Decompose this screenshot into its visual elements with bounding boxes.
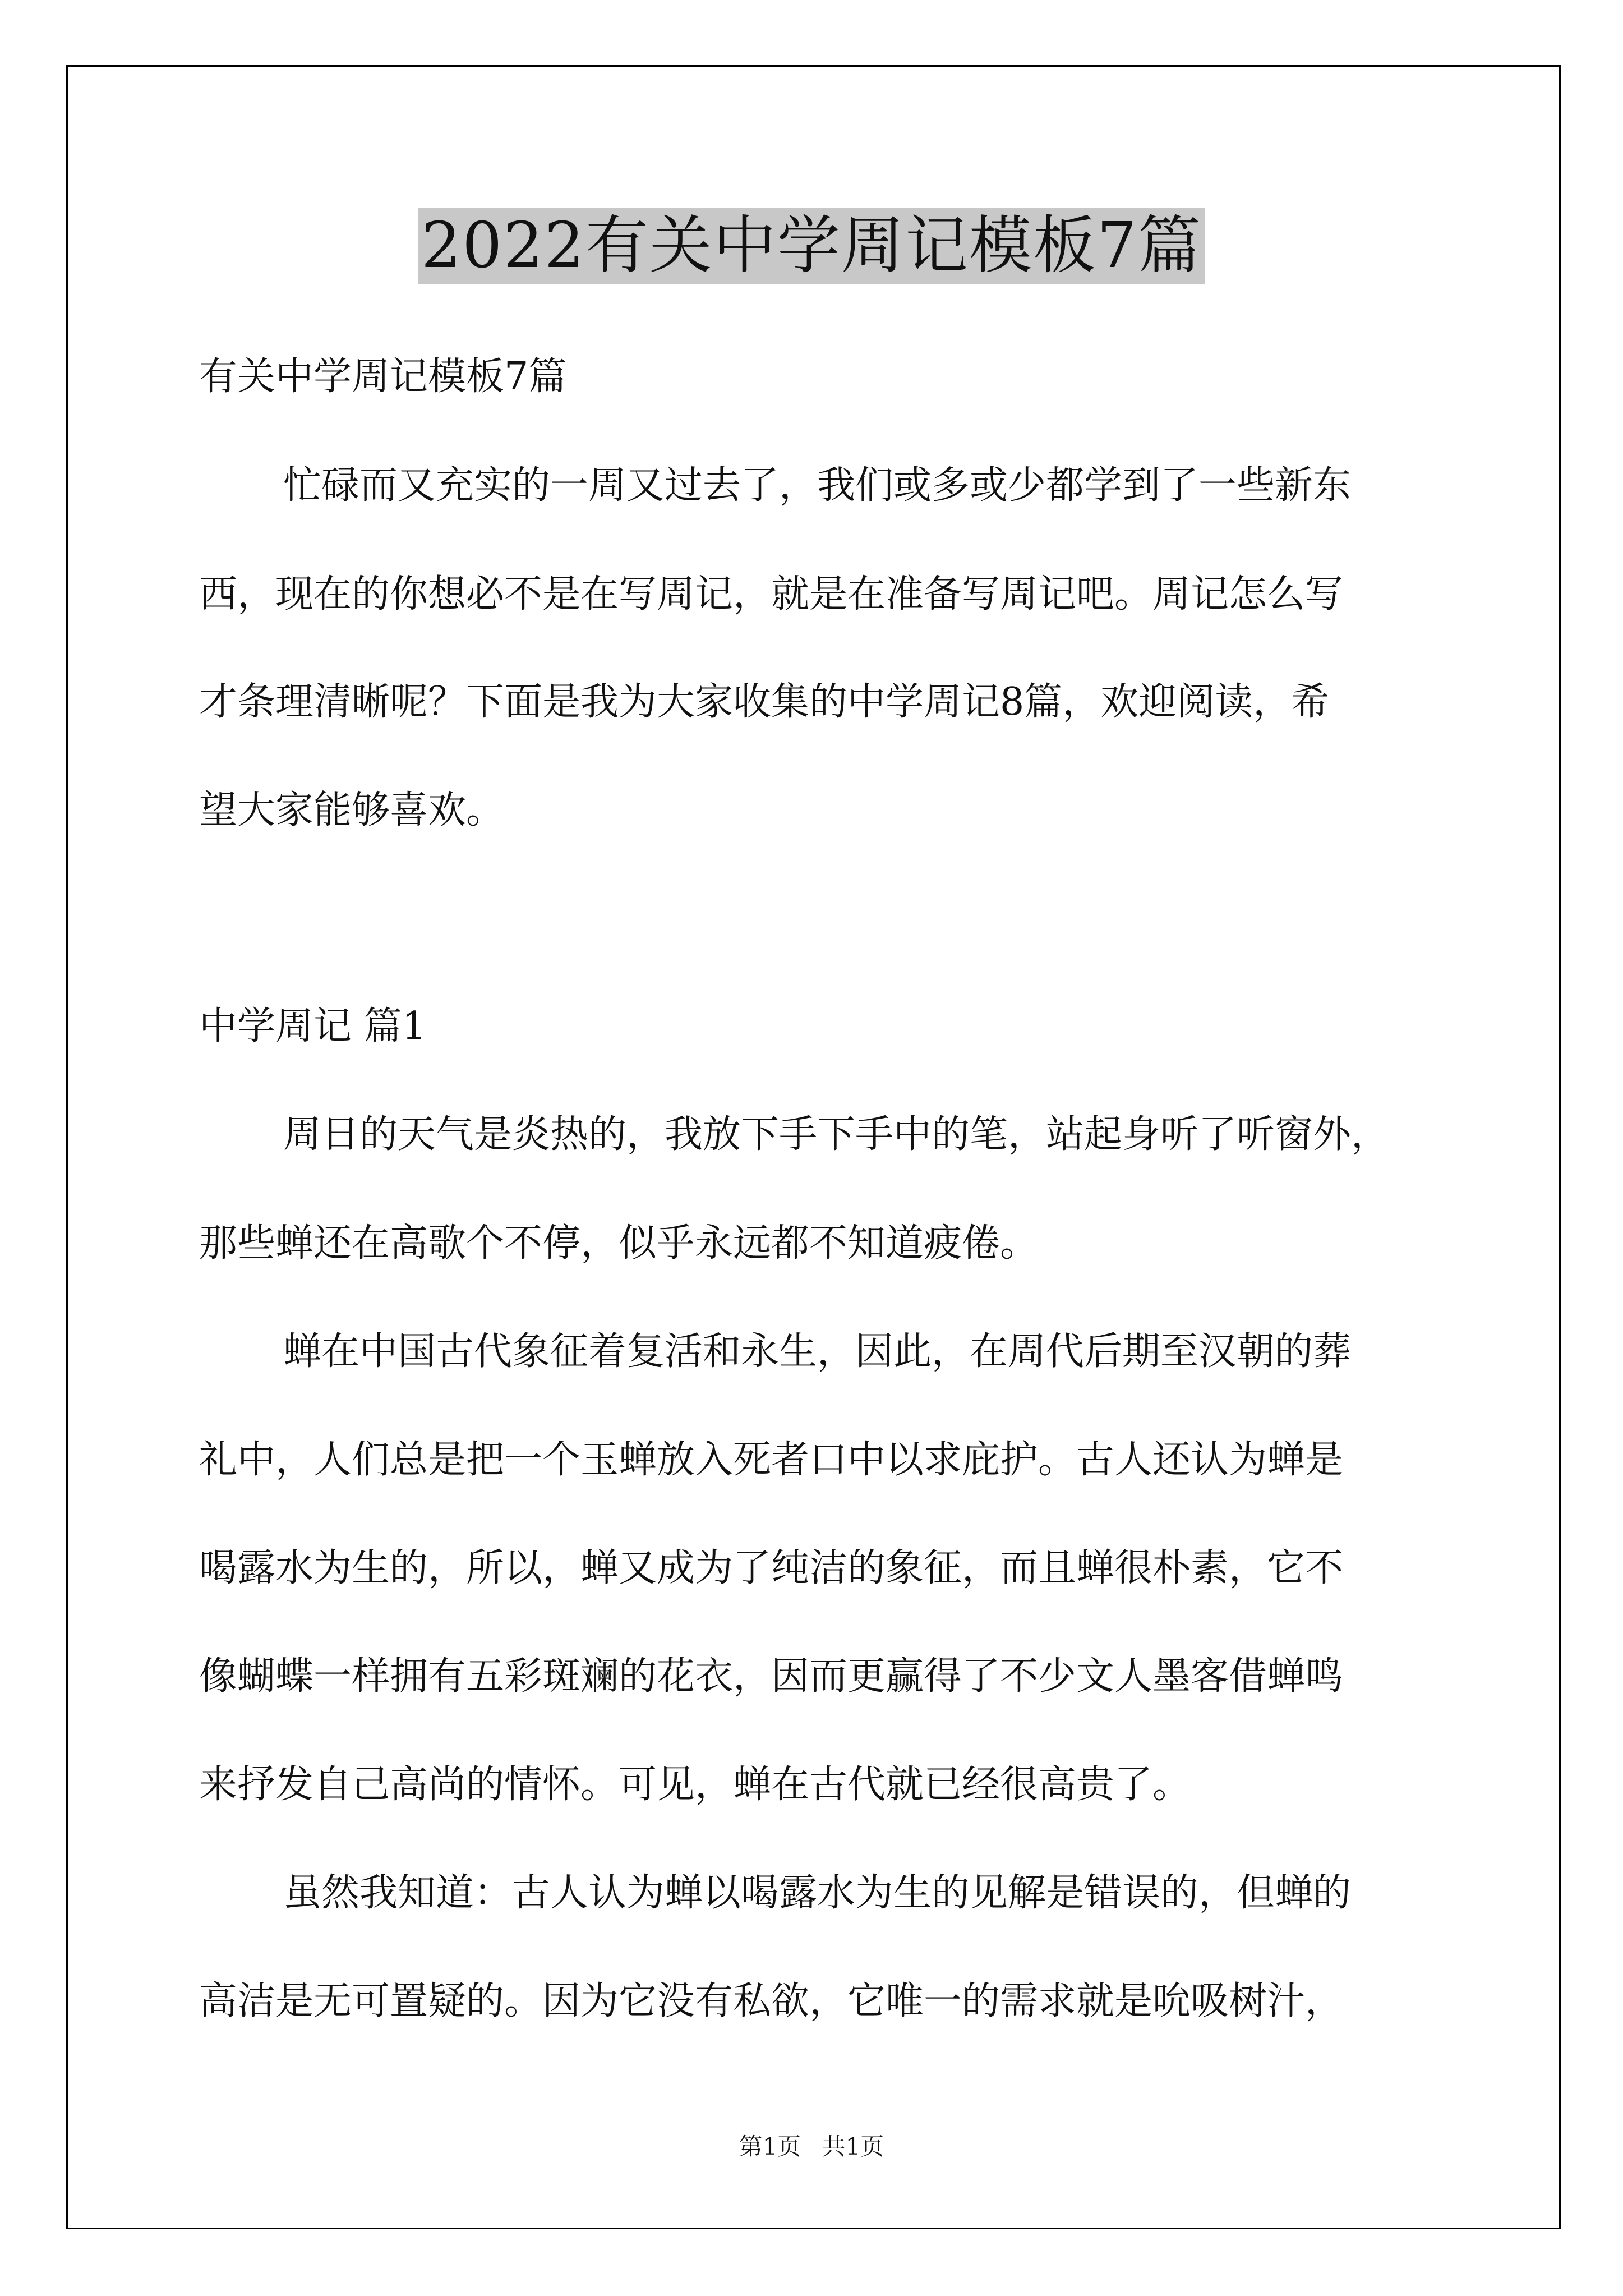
para2-line-4: 像蝴蝶一样拥有五彩斑斓的花衣，因而更赢得了不少文人墨客借蝉鸣 — [199, 1654, 1344, 1699]
page-number: 第1页 — [739, 2133, 801, 2160]
para2-line-3: 喝露水为生的，所以，蝉又成为了纯洁的象征，而且蝉很朴素，它不 — [199, 1546, 1344, 1590]
para3-line-2: 高洁是无可置疑的。因为它没有私欲，它唯一的需求就是吮吸树汁， — [199, 1979, 1344, 2023]
para2-line-5: 来抒发自己高尚的情怀。可见，蝉在古代就已经很高贵了。 — [199, 1763, 1191, 1807]
page-total: 共1页 — [822, 2133, 884, 2160]
page-footer — [0, 2133, 1623, 2161]
title-container — [0, 208, 1623, 284]
intro-line-1: 忙碌而又充实的一周又过去了，我们或多或少都学到了一些新东 — [283, 463, 1352, 508]
para3-line-1: 虽然我知道：古人认为蝉以喝露水为生的见解是错误的，但蝉的 — [283, 1871, 1352, 1915]
intro-line-4: 望大家能够喜欢。 — [199, 788, 505, 832]
para1-line-2: 那些蝉还在高歌个不停，似乎永远都不知道疲倦。 — [199, 1221, 1039, 1266]
intro-line-3: 才条理清晰呢？下面是我为大家收集的中学周记8篇，欢迎阅读，希 — [199, 680, 1330, 724]
document-title: 2022有关中学周记模板7篇 — [418, 208, 1205, 284]
section-heading: 中学周记 篇1 — [199, 1004, 426, 1048]
intro-line-2: 西，现在的你想必不是在写周记，就是在准备写周记吧。周记怎么写 — [199, 572, 1344, 616]
para1-line-1: 周日的天气是炎热的，我放下手下手中的笔，站起身听了听窗外， — [283, 1112, 1390, 1157]
document-subtitle: 有关中学周记模板7篇 — [199, 355, 567, 399]
para2-line-2: 礼中，人们总是把一个玉蝉放入死者口中以求庇护。古人还认为蝉是 — [199, 1438, 1344, 1482]
para2-line-1: 蝉在中国古代象征着复活和永生，因此，在周代后期至汉朝的葬 — [283, 1329, 1352, 1374]
